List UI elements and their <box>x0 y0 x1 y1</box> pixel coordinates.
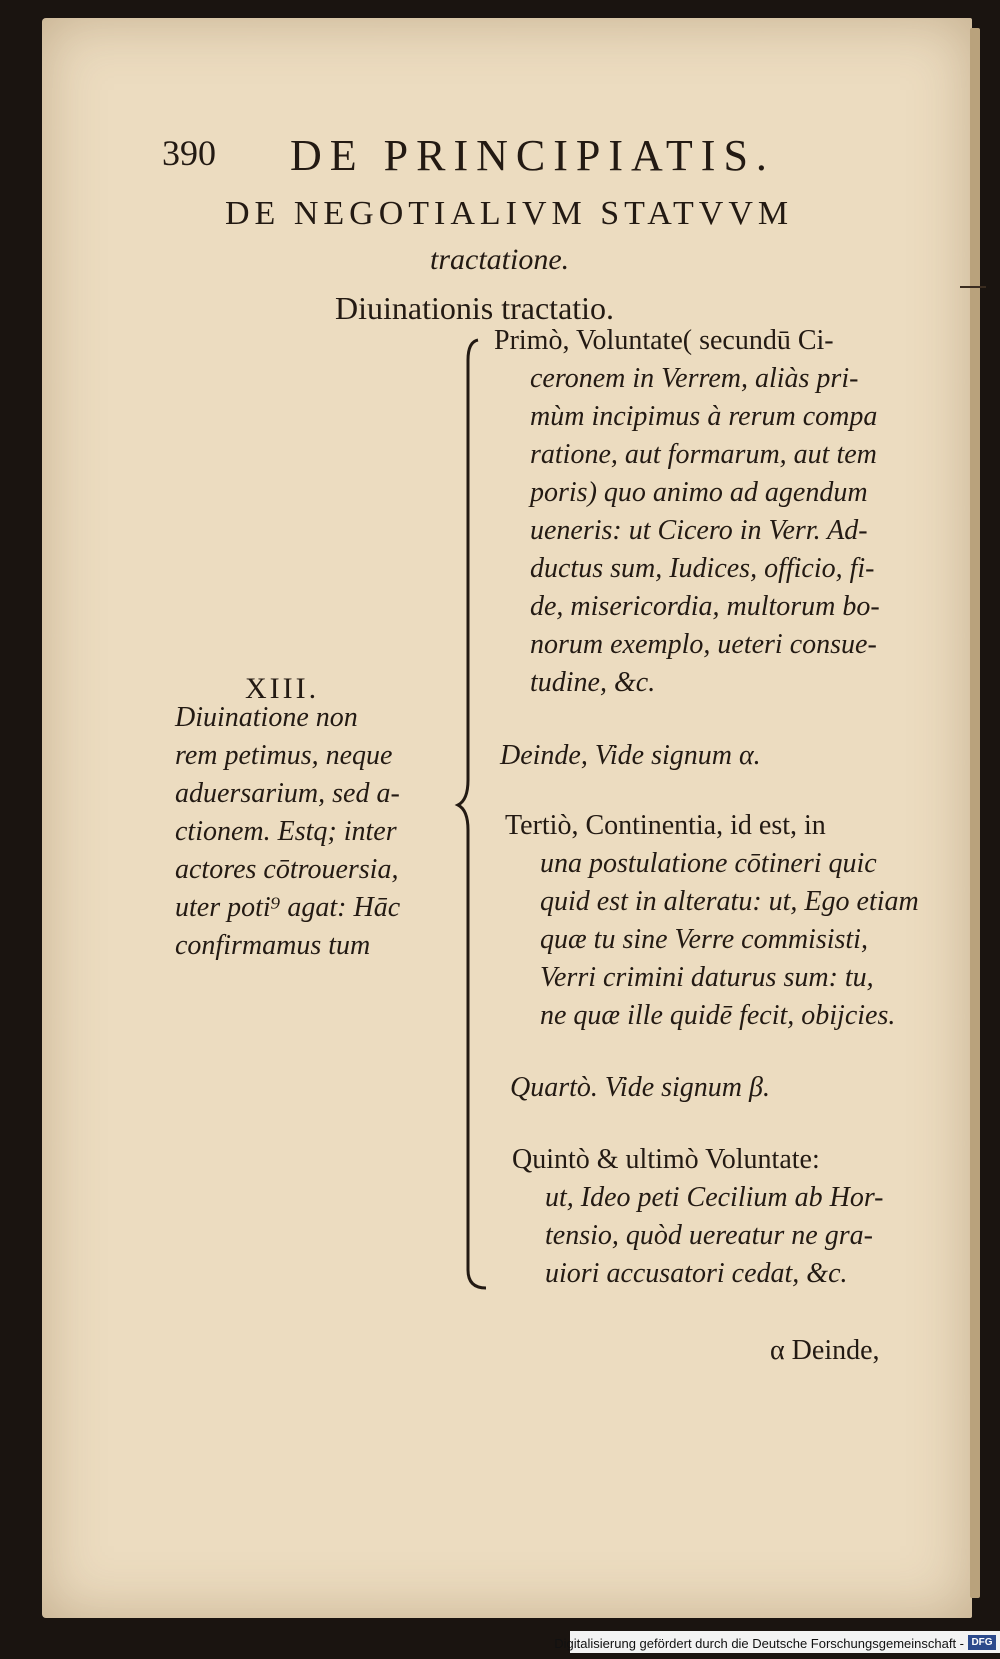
left-line: uter poti⁹ agat: Hāc <box>175 892 401 923</box>
right-line: mùm incipimus à rerum compa <box>530 401 878 432</box>
footer-text: Digitalisierung gefördert durch die Deutsche Forschungsgemeinschaft - <box>554 1636 964 1651</box>
right-line: ut, Ideo peti Cecilium ab Hor- <box>545 1182 884 1213</box>
right-line: tensio, quòd uereatur ne gra- <box>545 1220 873 1251</box>
catchword: α Deinde, <box>770 1335 880 1366</box>
right-line: Tertiò, Continentia, id est, in <box>505 810 826 841</box>
right-line: poris) quo animo ad agendum <box>530 477 868 508</box>
left-line: Diuinatione non <box>175 702 358 733</box>
left-line: rem petimus, neque <box>175 740 393 771</box>
left-line: actores cōtrouersia, <box>175 854 399 885</box>
dfg-logo-icon: DFG <box>968 1635 996 1650</box>
section-subtitle: tractatione. <box>430 243 570 276</box>
right-line: ductus sum, Iudices, officio, fi- <box>530 553 875 584</box>
right-line: de, misericordia, multorum bo- <box>530 591 880 622</box>
right-line: Quartò. Vide signum β. <box>510 1072 770 1103</box>
left-line: ctionem. Estq; inter <box>175 816 397 847</box>
section-title: DE NEGOTIALIVM STATVVM <box>225 195 794 232</box>
right-line: ceronem in Verrem, aliàs pri- <box>530 363 859 394</box>
right-line: ueneris: ut Cicero in Verr. Ad- <box>530 515 868 546</box>
running-title: DE PRINCIPIATIS. <box>290 131 775 180</box>
section-numeral: XIII. <box>245 672 320 705</box>
right-line: Verri crimini daturus sum: tu, <box>540 962 874 993</box>
page-number: 390 <box>162 133 216 173</box>
right-line: quid est in alteratu: ut, Ego etiam <box>540 886 919 917</box>
right-line: ratione, aut formarum, aut tem <box>530 439 877 470</box>
right-line: ne quæ ille quidē fecit, obijcies. <box>540 1000 896 1031</box>
right-line: Quintò & ultimò Voluntate: <box>512 1144 820 1175</box>
right-line: Primò, Voluntate( secundū Ci- <box>494 325 834 356</box>
right-line: Deinde, Vide signum α. <box>500 740 761 771</box>
right-line: una postulatione cōtineri quic <box>540 848 877 879</box>
right-line: tudine, &c. <box>530 667 656 698</box>
subheading: Diuinationis tractatio. <box>335 290 615 326</box>
right-line: norum exemplo, ueteri consue- <box>530 629 877 660</box>
left-line: aduersarium, sed a- <box>175 778 400 809</box>
right-line: quæ tu sine Verre commisisti, <box>540 924 868 955</box>
left-line: confirmamus tum <box>175 930 371 961</box>
right-line: uiori accusatori cedat, &c. <box>545 1258 848 1289</box>
